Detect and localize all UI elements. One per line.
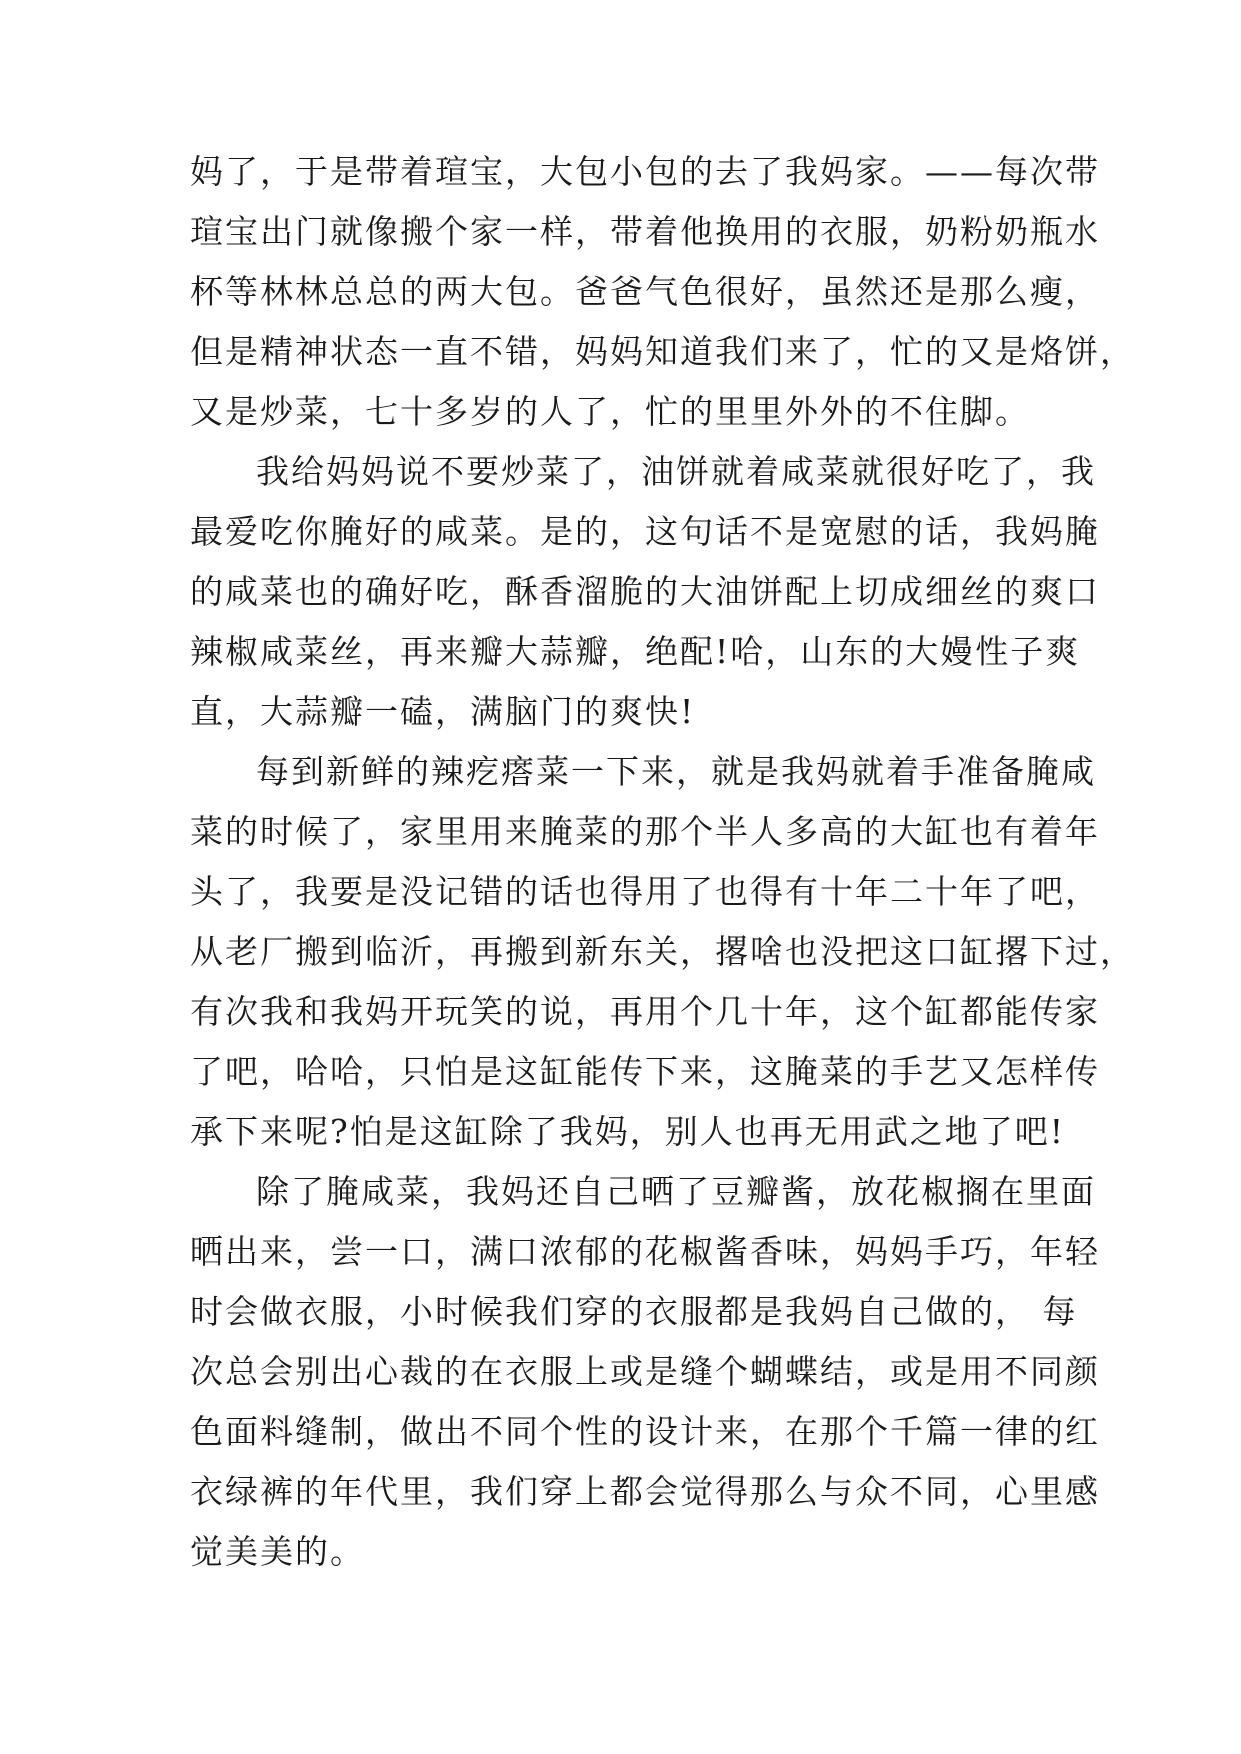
document-body: [190, 142, 1135, 1582]
text-line: 又是炒菜，七十多岁的人了，忙的里里外外的不住脚。: [190, 392, 1030, 431]
text-line: 有次我和我妈开玩笑的说，再用个几十年，这个缸都能传家: [190, 992, 1100, 1031]
text-line: 瑄宝出门就像搬个家一样，带着他换用的衣服，奶粉奶瓶水: [190, 212, 1100, 251]
text-line: 承下来呢?怕是这缸除了我妈，别人也再无用武之地了吧!: [190, 1112, 1065, 1151]
text-line: 我给妈妈说不要炒菜了，油饼就着咸菜就很好吃了，我: [256, 452, 1096, 491]
text-line: 辣椒咸菜丝，再来瓣大蒜瓣，绝配!哈，山东的大嫚性子爽: [190, 632, 1081, 671]
text-line: 晒出来，尝一口，满口浓郁的花椒酱香味，妈妈手巧，年轻: [190, 1232, 1100, 1271]
text-line: 妈了，于是带着瑄宝，大包小包的去了我妈家。——每次带: [190, 152, 1100, 191]
paragraph-3: [190, 742, 1135, 1162]
text-line: 从老厂搬到临沂，再搬到新东关，撂啥也没把这口缸撂下过，: [190, 932, 1135, 971]
text-line: 但是精神状态一直不错，妈妈知道我们来了，忙的又是烙饼，: [190, 332, 1135, 371]
text-line: 头了，我要是没记错的话也得用了也得有十年二十年了吧，: [190, 872, 1100, 911]
text-line: 色面料缝制，做出不同个性的设计来，在那个千篇一律的红: [190, 1412, 1100, 1451]
paragraph-1: [190, 142, 1135, 442]
text-line: 觉美美的。: [190, 1532, 365, 1571]
text-line: 了吧，哈哈，只怕是这缸能传下来，这腌菜的手艺又怎样传: [190, 1052, 1100, 1091]
text-line: 衣绿裤的年代里，我们穿上都会觉得那么与众不同，心里感: [190, 1472, 1100, 1511]
text-line: 时会做衣服，小时候我们穿的衣服都是我妈自己做的， 每: [190, 1292, 1078, 1331]
text-line: 菜的时候了，家里用来腌菜的那个半人多高的大缸也有着年: [190, 812, 1100, 851]
paragraph-2: [190, 442, 1100, 742]
text-line: 的咸菜也的确好吃，酥香溜脆的大油饼配上切成细丝的爽口: [190, 572, 1100, 611]
paragraph-4: [190, 1162, 1100, 1582]
text-line: 次总会别出心裁的在衣服上或是缝个蝴蝶结，或是用不同颜: [190, 1352, 1100, 1391]
text-line: 除了腌咸菜，我妈还自己晒了豆瓣酱，放花椒搁在里面: [256, 1172, 1096, 1211]
text-line: 每到新鲜的辣疙瘩菜一下来，就是我妈就着手准备腌咸: [256, 752, 1096, 791]
text-line: 杯等林林总总的两大包。爸爸气色很好，虽然还是那么瘦，: [190, 272, 1100, 311]
text-line: 最爱吃你腌好的咸菜。是的，这句话不是宽慰的话，我妈腌: [190, 512, 1100, 551]
text-line: 直，大蒜瓣一磕，满脑门的爽快!: [190, 692, 696, 731]
